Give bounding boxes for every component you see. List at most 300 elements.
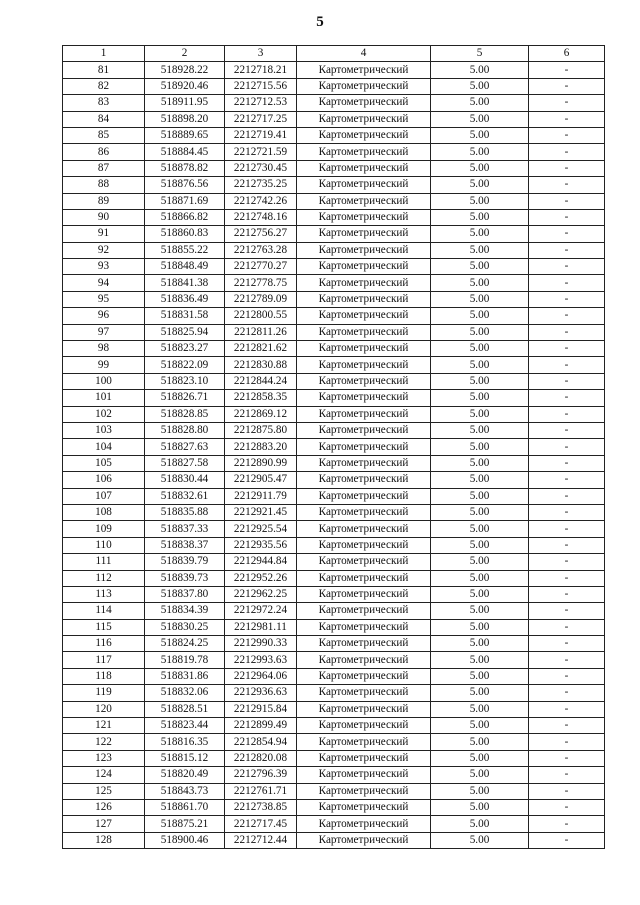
table-row [63, 209, 605, 225]
x-coordinate-cell: 518837.33 [145, 521, 225, 537]
y-coordinate-cell: 2212735.25 [225, 177, 297, 193]
y-coordinate-cell: 2212796.39 [225, 767, 297, 783]
y-coordinate-cell: 2212905.47 [225, 472, 297, 488]
method-cell: Картометрический [297, 504, 431, 520]
method-cell: Картометрический [297, 341, 431, 357]
table-row [63, 422, 605, 438]
method-cell: Картометрический [297, 209, 431, 225]
method-cell: Картометрический [297, 619, 431, 635]
x-coordinate-cell: 518830.25 [145, 619, 225, 635]
point-number-cell: 84 [63, 111, 145, 127]
y-coordinate-cell: 2212830.88 [225, 357, 297, 373]
y-coordinate-cell: 2212854.94 [225, 734, 297, 750]
accuracy-cell: 5.00 [431, 472, 529, 488]
note-cell: - [529, 685, 605, 701]
y-coordinate-cell: 2212869.12 [225, 406, 297, 422]
point-number-cell: 96 [63, 308, 145, 324]
note-cell: - [529, 78, 605, 94]
point-number-cell: 86 [63, 144, 145, 160]
y-coordinate-cell: 2212936.63 [225, 685, 297, 701]
method-cell: Картометрический [297, 750, 431, 766]
accuracy-cell: 5.00 [431, 275, 529, 291]
table-row [63, 62, 605, 78]
accuracy-cell: 5.00 [431, 767, 529, 783]
column-header: 6 [529, 46, 605, 62]
point-number-cell: 110 [63, 537, 145, 553]
y-coordinate-cell: 2212972.24 [225, 603, 297, 619]
x-coordinate-cell: 518831.86 [145, 668, 225, 684]
table-row [63, 767, 605, 783]
note-cell: - [529, 455, 605, 471]
y-coordinate-cell: 2212811.26 [225, 324, 297, 340]
x-coordinate-cell: 518861.70 [145, 799, 225, 815]
accuracy-cell: 5.00 [431, 734, 529, 750]
x-coordinate-cell: 518928.22 [145, 62, 225, 78]
accuracy-cell: 5.00 [431, 144, 529, 160]
accuracy-cell: 5.00 [431, 193, 529, 209]
accuracy-cell: 5.00 [431, 341, 529, 357]
point-number-cell: 83 [63, 95, 145, 111]
x-coordinate-cell: 518823.27 [145, 341, 225, 357]
table-row [63, 160, 605, 176]
method-cell: Картометрический [297, 291, 431, 307]
method-cell: Картометрический [297, 783, 431, 799]
accuracy-cell: 5.00 [431, 259, 529, 275]
y-coordinate-cell: 2212721.59 [225, 144, 297, 160]
y-coordinate-cell: 2212821.62 [225, 341, 297, 357]
y-coordinate-cell: 2212748.16 [225, 209, 297, 225]
accuracy-cell: 5.00 [431, 537, 529, 553]
table-row [63, 291, 605, 307]
x-coordinate-cell: 518898.20 [145, 111, 225, 127]
y-coordinate-cell: 2212717.25 [225, 111, 297, 127]
note-cell: - [529, 816, 605, 832]
accuracy-cell: 5.00 [431, 636, 529, 652]
y-coordinate-cell: 2212981.11 [225, 619, 297, 635]
table-row [63, 455, 605, 471]
note-cell: - [529, 586, 605, 602]
y-coordinate-cell: 2212915.84 [225, 701, 297, 717]
point-number-cell: 128 [63, 832, 145, 848]
accuracy-cell: 5.00 [431, 455, 529, 471]
point-number-cell: 123 [63, 750, 145, 766]
table-row [63, 95, 605, 111]
y-coordinate-cell: 2212738.85 [225, 799, 297, 815]
x-coordinate-cell: 518843.73 [145, 783, 225, 799]
accuracy-cell: 5.00 [431, 783, 529, 799]
x-coordinate-cell: 518866.82 [145, 209, 225, 225]
method-cell: Картометрический [297, 799, 431, 815]
y-coordinate-cell: 2212712.44 [225, 832, 297, 848]
x-coordinate-cell: 518875.21 [145, 816, 225, 832]
method-cell: Картометрический [297, 127, 431, 143]
accuracy-cell: 5.00 [431, 718, 529, 734]
y-coordinate-cell: 2212921.45 [225, 504, 297, 520]
point-number-cell: 87 [63, 160, 145, 176]
method-cell: Картометрический [297, 734, 431, 750]
table-row [63, 668, 605, 684]
note-cell: - [529, 537, 605, 553]
note-cell: - [529, 718, 605, 734]
y-coordinate-cell: 2212756.27 [225, 226, 297, 242]
method-cell: Картометрический [297, 816, 431, 832]
note-cell: - [529, 291, 605, 307]
x-coordinate-cell: 518816.35 [145, 734, 225, 750]
note-cell: - [529, 259, 605, 275]
y-coordinate-cell: 2212890.99 [225, 455, 297, 471]
point-number-cell: 116 [63, 636, 145, 652]
table-row [63, 750, 605, 766]
note-cell: - [529, 554, 605, 570]
note-cell: - [529, 799, 605, 815]
accuracy-cell: 5.00 [431, 668, 529, 684]
point-number-cell: 100 [63, 373, 145, 389]
x-coordinate-cell: 518855.22 [145, 242, 225, 258]
table-row [63, 275, 605, 291]
point-number-cell: 95 [63, 291, 145, 307]
y-coordinate-cell: 2212820.08 [225, 750, 297, 766]
note-cell: - [529, 750, 605, 766]
point-number-cell: 99 [63, 357, 145, 373]
note-cell: - [529, 636, 605, 652]
table-row [63, 685, 605, 701]
accuracy-cell: 5.00 [431, 62, 529, 78]
point-number-cell: 89 [63, 193, 145, 209]
y-coordinate-cell: 2212719.41 [225, 127, 297, 143]
point-number-cell: 117 [63, 652, 145, 668]
accuracy-cell: 5.00 [431, 242, 529, 258]
table-row [63, 259, 605, 275]
y-coordinate-cell: 2212800.55 [225, 308, 297, 324]
x-coordinate-cell: 518820.49 [145, 767, 225, 783]
note-cell: - [529, 439, 605, 455]
table-row [63, 816, 605, 832]
note-cell: - [529, 127, 605, 143]
y-coordinate-cell: 2212844.24 [225, 373, 297, 389]
x-coordinate-cell: 518839.79 [145, 554, 225, 570]
x-coordinate-cell: 518830.44 [145, 472, 225, 488]
point-number-cell: 97 [63, 324, 145, 340]
note-cell: - [529, 422, 605, 438]
table-row [63, 111, 605, 127]
method-cell: Картометрический [297, 62, 431, 78]
method-cell: Картометрический [297, 636, 431, 652]
method-cell: Картометрический [297, 603, 431, 619]
accuracy-cell: 5.00 [431, 177, 529, 193]
table-row [63, 357, 605, 373]
x-coordinate-cell: 518911.95 [145, 95, 225, 111]
table-row [63, 144, 605, 160]
note-cell: - [529, 390, 605, 406]
method-cell: Картометрический [297, 701, 431, 717]
point-number-cell: 101 [63, 390, 145, 406]
method-cell: Картометрический [297, 685, 431, 701]
accuracy-cell: 5.00 [431, 554, 529, 570]
x-coordinate-cell: 518831.58 [145, 308, 225, 324]
table-row [63, 226, 605, 242]
y-coordinate-cell: 2212730.45 [225, 160, 297, 176]
y-coordinate-cell: 2212718.21 [225, 62, 297, 78]
note-cell: - [529, 308, 605, 324]
point-number-cell: 105 [63, 455, 145, 471]
point-number-cell: 88 [63, 177, 145, 193]
table-row [63, 504, 605, 520]
table-row [63, 701, 605, 717]
point-number-cell: 93 [63, 259, 145, 275]
x-coordinate-cell: 518825.94 [145, 324, 225, 340]
accuracy-cell: 5.00 [431, 406, 529, 422]
x-coordinate-cell: 518826.71 [145, 390, 225, 406]
method-cell: Картометрический [297, 652, 431, 668]
method-cell: Картометрический [297, 373, 431, 389]
note-cell: - [529, 570, 605, 586]
y-coordinate-cell: 2212712.53 [225, 95, 297, 111]
accuracy-cell: 5.00 [431, 799, 529, 815]
x-coordinate-cell: 518832.61 [145, 488, 225, 504]
table-row [63, 619, 605, 635]
x-coordinate-cell: 518828.80 [145, 422, 225, 438]
note-cell: - [529, 144, 605, 160]
accuracy-cell: 5.00 [431, 422, 529, 438]
method-cell: Картометрический [297, 767, 431, 783]
y-coordinate-cell: 2212899.49 [225, 718, 297, 734]
point-number-cell: 103 [63, 422, 145, 438]
x-coordinate-cell: 518834.39 [145, 603, 225, 619]
accuracy-cell: 5.00 [431, 357, 529, 373]
table-row [63, 472, 605, 488]
y-coordinate-cell: 2212962.25 [225, 586, 297, 602]
point-number-cell: 120 [63, 701, 145, 717]
accuracy-cell: 5.00 [431, 390, 529, 406]
method-cell: Картометрический [297, 537, 431, 553]
method-cell: Картометрический [297, 226, 431, 242]
table-row [63, 537, 605, 553]
method-cell: Картометрический [297, 78, 431, 94]
method-cell: Картометрический [297, 554, 431, 570]
table-row [63, 783, 605, 799]
method-cell: Картометрический [297, 521, 431, 537]
accuracy-cell: 5.00 [431, 521, 529, 537]
method-cell: Картометрический [297, 193, 431, 209]
x-coordinate-cell: 518920.46 [145, 78, 225, 94]
point-number-cell: 90 [63, 209, 145, 225]
x-coordinate-cell: 518828.51 [145, 701, 225, 717]
note-cell: - [529, 373, 605, 389]
note-cell: - [529, 472, 605, 488]
note-cell: - [529, 324, 605, 340]
accuracy-cell: 5.00 [431, 127, 529, 143]
x-coordinate-cell: 518889.65 [145, 127, 225, 143]
accuracy-cell: 5.00 [431, 816, 529, 832]
note-cell: - [529, 341, 605, 357]
coordinates-table [62, 45, 605, 849]
table-body [63, 62, 605, 849]
column-header: 2 [145, 46, 225, 62]
x-coordinate-cell: 518838.37 [145, 537, 225, 553]
x-coordinate-cell: 518836.49 [145, 291, 225, 307]
table-row [63, 799, 605, 815]
table-row [63, 127, 605, 143]
note-cell: - [529, 832, 605, 848]
x-coordinate-cell: 518822.09 [145, 357, 225, 373]
point-number-cell: 125 [63, 783, 145, 799]
table-row [63, 177, 605, 193]
note-cell: - [529, 406, 605, 422]
table-row [63, 603, 605, 619]
note-cell: - [529, 652, 605, 668]
table-row [63, 390, 605, 406]
accuracy-cell: 5.00 [431, 291, 529, 307]
point-number-cell: 126 [63, 799, 145, 815]
note-cell: - [529, 603, 605, 619]
table-row [63, 570, 605, 586]
method-cell: Картометрический [297, 422, 431, 438]
note-cell: - [529, 783, 605, 799]
accuracy-cell: 5.00 [431, 603, 529, 619]
table-row [63, 439, 605, 455]
point-number-cell: 118 [63, 668, 145, 684]
point-number-cell: 115 [63, 619, 145, 635]
y-coordinate-cell: 2212883.20 [225, 439, 297, 455]
x-coordinate-cell: 518860.83 [145, 226, 225, 242]
note-cell: - [529, 193, 605, 209]
y-coordinate-cell: 2212952.26 [225, 570, 297, 586]
table-row [63, 554, 605, 570]
x-coordinate-cell: 518827.58 [145, 455, 225, 471]
y-coordinate-cell: 2212993.63 [225, 652, 297, 668]
accuracy-cell: 5.00 [431, 160, 529, 176]
accuracy-cell: 5.00 [431, 652, 529, 668]
table-row [63, 373, 605, 389]
point-number-cell: 92 [63, 242, 145, 258]
x-coordinate-cell: 518878.82 [145, 160, 225, 176]
method-cell: Картометрический [297, 259, 431, 275]
accuracy-cell: 5.00 [431, 324, 529, 340]
method-cell: Картометрический [297, 586, 431, 602]
y-coordinate-cell: 2212715.56 [225, 78, 297, 94]
accuracy-cell: 5.00 [431, 685, 529, 701]
x-coordinate-cell: 518827.63 [145, 439, 225, 455]
accuracy-cell: 5.00 [431, 373, 529, 389]
point-number-cell: 113 [63, 586, 145, 602]
note-cell: - [529, 111, 605, 127]
point-number-cell: 98 [63, 341, 145, 357]
method-cell: Картометрический [297, 177, 431, 193]
table-row [63, 308, 605, 324]
note-cell: - [529, 242, 605, 258]
column-header: 3 [225, 46, 297, 62]
x-coordinate-cell: 518815.12 [145, 750, 225, 766]
accuracy-cell: 5.00 [431, 209, 529, 225]
point-number-cell: 109 [63, 521, 145, 537]
y-coordinate-cell: 2212925.54 [225, 521, 297, 537]
note-cell: - [529, 95, 605, 111]
point-number-cell: 112 [63, 570, 145, 586]
method-cell: Картометрический [297, 718, 431, 734]
method-cell: Картометрический [297, 832, 431, 848]
method-cell: Картометрический [297, 488, 431, 504]
method-cell: Картометрический [297, 308, 431, 324]
note-cell: - [529, 357, 605, 373]
method-cell: Картометрический [297, 111, 431, 127]
accuracy-cell: 5.00 [431, 750, 529, 766]
table-row [63, 652, 605, 668]
y-coordinate-cell: 2212964.06 [225, 668, 297, 684]
method-cell: Картометрический [297, 406, 431, 422]
method-cell: Картометрический [297, 144, 431, 160]
point-number-cell: 102 [63, 406, 145, 422]
accuracy-cell: 5.00 [431, 95, 529, 111]
accuracy-cell: 5.00 [431, 701, 529, 717]
accuracy-cell: 5.00 [431, 570, 529, 586]
note-cell: - [529, 488, 605, 504]
accuracy-cell: 5.00 [431, 504, 529, 520]
x-coordinate-cell: 518884.45 [145, 144, 225, 160]
method-cell: Картометрический [297, 275, 431, 291]
accuracy-cell: 5.00 [431, 308, 529, 324]
point-number-cell: 106 [63, 472, 145, 488]
method-cell: Картометрический [297, 455, 431, 471]
table-header-row [63, 46, 605, 62]
table-row [63, 341, 605, 357]
x-coordinate-cell: 518823.10 [145, 373, 225, 389]
y-coordinate-cell: 2212875.80 [225, 422, 297, 438]
method-cell: Картометрический [297, 439, 431, 455]
note-cell: - [529, 209, 605, 225]
x-coordinate-cell: 518871.69 [145, 193, 225, 209]
point-number-cell: 114 [63, 603, 145, 619]
table-row [63, 832, 605, 848]
point-number-cell: 82 [63, 78, 145, 94]
y-coordinate-cell: 2212944.84 [225, 554, 297, 570]
y-coordinate-cell: 2212789.09 [225, 291, 297, 307]
point-number-cell: 111 [63, 554, 145, 570]
note-cell: - [529, 619, 605, 635]
accuracy-cell: 5.00 [431, 832, 529, 848]
point-number-cell: 94 [63, 275, 145, 291]
y-coordinate-cell: 2212858.35 [225, 390, 297, 406]
note-cell: - [529, 504, 605, 520]
y-coordinate-cell: 2212763.28 [225, 242, 297, 258]
note-cell: - [529, 701, 605, 717]
method-cell: Картометрический [297, 570, 431, 586]
x-coordinate-cell: 518841.38 [145, 275, 225, 291]
accuracy-cell: 5.00 [431, 78, 529, 94]
note-cell: - [529, 226, 605, 242]
note-cell: - [529, 767, 605, 783]
y-coordinate-cell: 2212935.56 [225, 537, 297, 553]
point-number-cell: 122 [63, 734, 145, 750]
x-coordinate-cell: 518819.78 [145, 652, 225, 668]
point-number-cell: 85 [63, 127, 145, 143]
x-coordinate-cell: 518832.06 [145, 685, 225, 701]
column-header: 1 [63, 46, 145, 62]
table-row [63, 324, 605, 340]
x-coordinate-cell: 518900.46 [145, 832, 225, 848]
page-number: 5 [316, 14, 324, 30]
method-cell: Картометрический [297, 357, 431, 373]
accuracy-cell: 5.00 [431, 439, 529, 455]
table-row [63, 406, 605, 422]
method-cell: Картометрический [297, 242, 431, 258]
x-coordinate-cell: 518823.44 [145, 718, 225, 734]
point-number-cell: 81 [63, 62, 145, 78]
method-cell: Картометрический [297, 95, 431, 111]
x-coordinate-cell: 518835.88 [145, 504, 225, 520]
column-header: 5 [431, 46, 529, 62]
accuracy-cell: 5.00 [431, 111, 529, 127]
x-coordinate-cell: 518828.85 [145, 406, 225, 422]
